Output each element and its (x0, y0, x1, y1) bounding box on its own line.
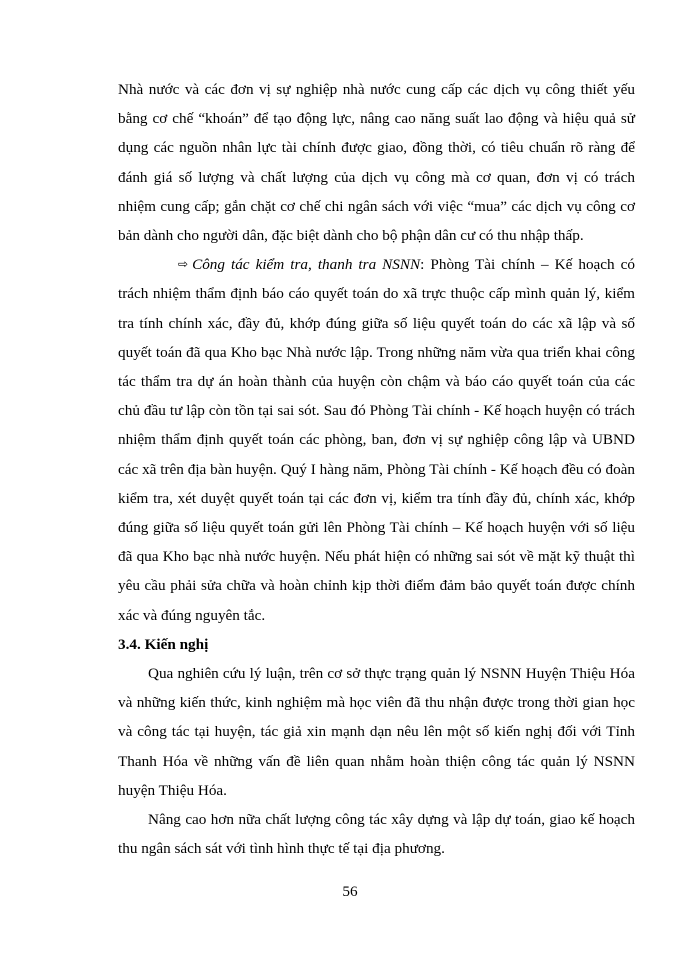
arrow-right-outline-icon: ⇨ (178, 257, 189, 272)
inspection-title: Công tác kiểm tra, thanh tra NSNN (192, 256, 421, 274)
page-body (118, 75, 635, 863)
paragraph-inspection (118, 250, 635, 630)
paragraph-recommendation-1: Nâng cao hơn nữa chất lượng công tác xây dựng và lập dự toán, giao kế hoạch thu ngân sách sát với tình hình thực tế tại địa phương. (118, 811, 635, 858)
inspection-body: : Phòng Tài chính – Kế hoạch có trách nhiệm thẩm định báo cáo quyết toán do xã trực thuộc cấp mình quản lý, kiểm tra tính chính xác, đầy đủ, khớp đúng giữa số liệu quyết toán do các xã lập và số quyết toán đã qua Kho bạc Nhà nước lập. Trong những năm vừa qua triển khai công tác thẩm tra dự án hoàn thành của huyện còn chậm và báo cáo quyết toán của các chủ đầu tư lập còn tồn tại sai sót. Sau đó Phòng Tài chính - Kế hoạch huyện có trách nhiệm thẩm định quyết toán các phòng, ban, đơn vị sự nghiệp công lập và UBND các xã trên địa bàn huyện. Quý I hàng năm, Phòng Tài chính - Kế hoạch đều có đoàn kiểm tra, xét duyệt quyết toán tại các đơn vị, kiểm tra tính đầy đủ, chính xác, khớp đúng giữa số liệu quyết toán gửi lên Phòng Tài chính – Kế hoạch huyện với số liệu đã qua Kho bạc nhà nước huyện. Nếu phát hiện có những sai sót về mặt kỹ thuật thì yêu cầu phải sửa chữa và hoàn chỉnh kịp thời điểm đảm bảo quyết toán được chính xác và đúng nguyên tắc. (118, 256, 635, 624)
paragraph-recommendation-intro: Qua nghiên cứu lý luận, trên cơ sở thực trạng quản lý NSNN Huyện Thiệu Hóa và những kiến thức, kinh nghiệm mà học viên đã thu nhận được trong thời gian học và công tác tại huyện, tác giả xin mạnh dạn nêu lên một số kiến nghị đối với Tỉnh Thanh Hóa về những vấn đề liên quan nhằm hoàn thiện công tác quản lý NSNN huyện Thiệu Hóa. (118, 665, 635, 799)
page-number: 56 (342, 883, 358, 900)
paragraph-public-services: Nhà nước và các đơn vị sự nghiệp nhà nước cung cấp các dịch vụ công thiết yếu bằng cơ chế “khoán” để tạo động lực, nâng cao năng suất lao động và hiệu quả sử dụng các nguồn nhân lực tài chính được giao, đồng thời, có tiêu chuẩn rõ ràng để đánh giá số lượng và chất lượng của dịch vụ công mà cơ quan, đơn vị có trách nhiệm cung cấp; gắn chặt cơ chế chi ngân sách với việc “mua” các dịch vụ công cơ bản dành cho người dân, đặc biệt dành cho bộ phận dân cư có thu nhập thấp. (118, 81, 635, 245)
section-heading: 3.4. Kiến nghị (118, 635, 209, 653)
